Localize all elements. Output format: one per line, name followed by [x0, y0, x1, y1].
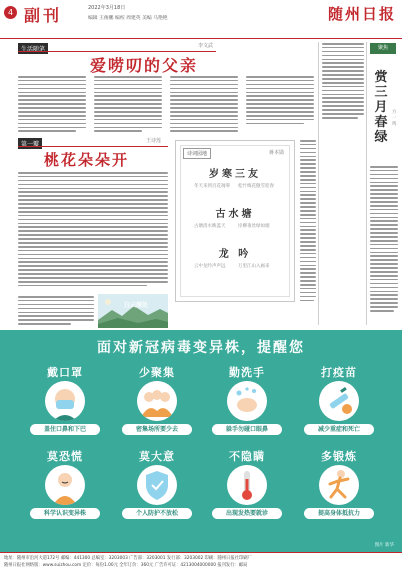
protection-icon: [137, 465, 177, 505]
masthead: [0, 0, 402, 39]
tip-card: [302, 364, 376, 444]
paper-name: 随州日报: [327, 5, 396, 23]
article-rule: [18, 146, 168, 147]
article-text: [322, 43, 364, 121]
tip-caption: 个人防护不放松: [122, 508, 192, 519]
article-text: [94, 76, 162, 134]
tip-heading: 打疫苗: [321, 366, 357, 379]
tip-heading: 戴口罩: [47, 366, 83, 379]
photo-caption: 白云深处: [124, 302, 149, 309]
tip-caption: 提高身体抵抗力: [304, 508, 374, 519]
article-author: 李文武: [198, 43, 214, 49]
column-divider: [318, 42, 319, 325]
article-rule: [18, 51, 216, 52]
exercise-icon: [319, 465, 359, 505]
vaccine-icon: [319, 381, 359, 421]
tip-card: [28, 364, 102, 444]
tip-caption: 减少重症和死亡: [304, 424, 374, 435]
tip-card: [302, 448, 376, 528]
page-number: 4: [4, 6, 17, 19]
mask-icon: [45, 381, 85, 421]
article-tag: 第一瓣: [18, 138, 42, 149]
article-text: [18, 76, 86, 134]
covid-banner: [0, 330, 402, 552]
article-author: 王诗莲: [146, 138, 162, 144]
poem-title: 龙 吟: [218, 249, 252, 260]
right-column-title: 赏三月春绿: [374, 70, 388, 145]
tip-card: [210, 448, 284, 528]
article-text: [18, 296, 94, 327]
poem-title: 古水塘: [215, 209, 255, 220]
tip-heading: 莫大意: [139, 450, 175, 463]
poem-line: 松竹梅花傲雪迎春: [238, 184, 274, 189]
article-text: [18, 172, 168, 289]
editor-line: 编辑 王俊鹏 编校 周建英 美编 马艳艳: [88, 16, 168, 21]
article-title: 爱唠叨的父亲: [90, 56, 199, 75]
poem-line: 岸柳垂丝绿如烟: [238, 224, 270, 229]
poem-line: 冬天来到百花凋零: [194, 184, 230, 189]
tip-caption: 盖住口鼻和下巴: [30, 424, 100, 435]
right-column-author: 方一鸣: [392, 110, 397, 127]
poem-line: 云中龙吟声声远: [194, 264, 226, 269]
footer: [0, 552, 402, 570]
crowd-icon: [137, 381, 177, 421]
article-text: [370, 166, 398, 314]
tip-caption: 躲手勿碰口眼鼻: [212, 424, 282, 435]
article-text: [170, 76, 238, 134]
poem-line: 万里江山入画来: [238, 264, 270, 269]
tip-heading: 勤洗手: [229, 366, 265, 379]
tip-card: [210, 364, 284, 444]
right-column-tag: 聚焦: [370, 43, 396, 54]
tip-card: [120, 448, 194, 528]
article-title: 桃花朵朵开: [44, 151, 130, 169]
footer-line: 随州日报社网络版：www.suizhou.com 定价：每份1.00元 全年订价：360元 广告许可证：4213004000000 报刊发行：邮局: [4, 563, 248, 568]
article-text: [300, 140, 316, 303]
article-tag: 生活随笔: [18, 43, 48, 54]
tip-caption: 密集场所要少去: [122, 424, 192, 435]
poem-line: 古塘清水映蓝天: [194, 224, 226, 229]
article-text: [246, 76, 314, 127]
poem-title: 岁寒三友: [209, 169, 261, 180]
tip-heading: 莫恐慌: [47, 450, 83, 463]
tip-heading: 不隐瞒: [229, 450, 265, 463]
handwash-icon: [227, 381, 267, 421]
column-divider: [366, 42, 367, 325]
section-title: 副刊: [24, 6, 63, 25]
banner-title: 面对新冠病毒变异株，提醒您: [97, 340, 305, 356]
banner-credit: 图片 新华: [374, 543, 394, 548]
tip-heading: 多锻炼: [321, 450, 357, 463]
tip-caption: 出现发热要就诊: [212, 508, 282, 519]
tip-card: [120, 364, 194, 444]
calm-person-icon: [45, 465, 85, 505]
landscape-photo: [98, 294, 168, 328]
poem-column-tag: 诗词园地: [183, 148, 211, 159]
tip-card: [28, 448, 102, 528]
thermometer-icon: [227, 465, 267, 505]
footer-line: 地址：随州市沿河大道172号 邮编：441300 总编室：3203003 广告部：3203001 发行部：3203002 印刷：随州日报社印刷厂: [4, 556, 252, 561]
tip-heading: 少聚集: [139, 366, 175, 379]
issue-date: 2022年3月18日: [88, 5, 126, 11]
tip-caption: 科学认识变异株: [30, 508, 100, 519]
poem-author: 蒋本勋: [268, 150, 284, 156]
poem-column: [175, 140, 295, 302]
